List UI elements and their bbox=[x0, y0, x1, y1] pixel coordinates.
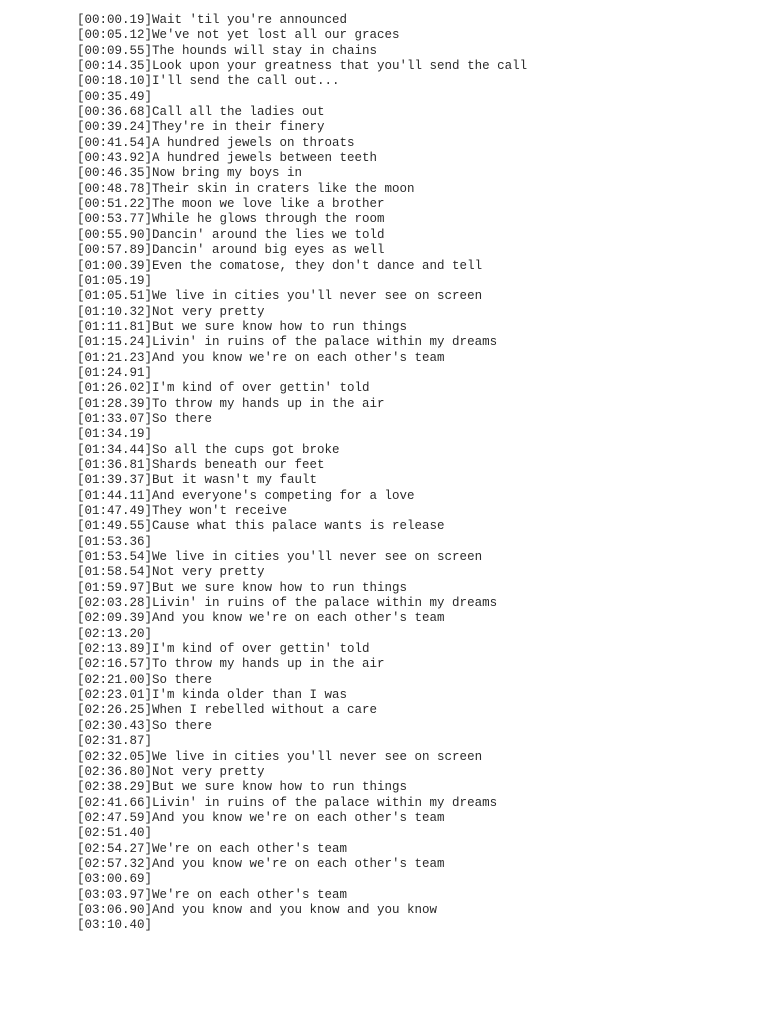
lyric-line: [01:44.11]And everyone's competing for a love bbox=[77, 488, 415, 503]
lyric-line: [00:05.12]We've not yet lost all our graces bbox=[77, 28, 400, 43]
lyric-line: [02:16.57]To throw my hands up in the air bbox=[77, 657, 385, 672]
lyric-line: [00:46.35]Now bring my boys in bbox=[77, 166, 303, 181]
lyric-line: [00:00.19]Wait 'til you're announced bbox=[77, 13, 348, 27]
lyric-line: [01:05.19] bbox=[77, 273, 153, 288]
lyric-line: [00:14.35]Look upon your greatness that you'll send the call bbox=[77, 59, 528, 74]
lyric-line: [00:51.22]The moon we love like a brother bbox=[77, 197, 385, 212]
lyric-line: [01:00.39]Even the comatose, they don't dance and tell bbox=[77, 258, 483, 273]
lyric-line: [01:58.54]Not very pretty bbox=[77, 565, 265, 580]
lyric-line: [01:26.02]I'm kind of over gettin' told bbox=[77, 381, 370, 396]
lyric-line: [01:59.97]But we sure know how to run things bbox=[77, 580, 408, 595]
lyric-line: [03:06.90]And you know and you know and you know bbox=[77, 902, 438, 917]
lyric-line: [00:43.92]A hundred jewels between teeth bbox=[77, 151, 378, 166]
lyric-line: [02:03.28]Livin' in ruins of the palace within my dreams bbox=[77, 596, 498, 611]
lyric-line: [02:41.66]Livin' in ruins of the palace within my dreams bbox=[77, 795, 498, 810]
lyric-line: [01:49.55]Cause what this palace wants is release bbox=[77, 519, 445, 534]
lyric-line: [03:03.97]We're on each other's team bbox=[77, 887, 348, 902]
lyric-line: [01:33.07]So there bbox=[77, 411, 213, 426]
lyric-line: [00:09.55]The hounds will stay in chains bbox=[77, 43, 378, 58]
lyric-line: [02:09.39]And you know we're on each other's team bbox=[77, 611, 445, 626]
lyric-line: [00:18.10]I'll send the call out... bbox=[77, 74, 340, 89]
lyric-line: [02:38.29]But we sure know how to run things bbox=[77, 780, 408, 795]
lyric-line: [00:36.68]Call all the ladies out bbox=[77, 105, 325, 120]
lyric-line: [00:35.49] bbox=[77, 89, 153, 104]
lyric-line: [01:15.24]Livin' in ruins of the palace within my dreams bbox=[77, 335, 498, 350]
lyric-line: [00:41.54]A hundred jewels on throats bbox=[77, 135, 355, 150]
lyric-line: [01:21.23]And you know we're on each other's team bbox=[77, 350, 445, 365]
lyric-line: [02:26.25]When I rebelled without a care bbox=[77, 703, 378, 718]
lyric-line: [02:51.40] bbox=[77, 826, 153, 841]
lyric-line: [02:57.32]And you know we're on each other's team bbox=[77, 856, 445, 871]
lyric-line: [02:47.59]And you know we're on each other's team bbox=[77, 810, 445, 825]
lyric-line: [02:13.20] bbox=[77, 626, 153, 641]
lyric-line: [02:31.87] bbox=[77, 734, 153, 749]
lyric-line: [02:36.80]Not very pretty bbox=[77, 764, 265, 779]
lyric-line: [01:39.37]But it wasn't my fault bbox=[77, 473, 318, 488]
lyric-line: [02:32.05]We live in cities you'll never see on screen bbox=[77, 749, 483, 764]
lyric-line: [03:10.40] bbox=[77, 918, 153, 933]
lyric-line: [01:53.54]We live in cities you'll never see on screen bbox=[77, 550, 483, 565]
lyric-line: [00:53.77]While he glows through the room bbox=[77, 212, 385, 227]
lyric-line: [01:11.81]But we sure know how to run things bbox=[77, 319, 408, 334]
lyric-line: [02:21.00]So there bbox=[77, 672, 213, 687]
lyric-line: [01:53.36] bbox=[77, 534, 153, 549]
lyric-line: [03:00.69] bbox=[77, 872, 153, 887]
lyric-line: [01:34.44]So all the cups got broke bbox=[77, 442, 340, 457]
lyric-line: [01:10.32]Not very pretty bbox=[77, 304, 265, 319]
lyric-line: [00:57.89]Dancin' around big eyes as well bbox=[77, 243, 385, 258]
lyric-line: [01:36.81]Shards beneath our feet bbox=[77, 457, 325, 472]
lyric-line: [00:48.78]Their skin in craters like the moon bbox=[77, 181, 415, 196]
lyric-line: [01:47.49]They won't receive bbox=[77, 504, 288, 518]
lyric-line: [01:34.19] bbox=[77, 427, 153, 442]
lyric-line: [02:23.01]I'm kinda older than I was bbox=[77, 688, 348, 703]
lyric-line: [02:54.27]We're on each other's team bbox=[77, 841, 348, 856]
lyric-line: [01:28.39]To throw my hands up in the air bbox=[77, 396, 385, 411]
lyric-line: [01:05.51]We live in cities you'll never see on screen bbox=[77, 289, 483, 304]
lyric-line: [00:39.24]They're in their finery bbox=[77, 120, 325, 135]
lyric-line: [00:55.90]Dancin' around the lies we told bbox=[77, 227, 385, 242]
lyric-line: [02:30.43]So there bbox=[77, 718, 213, 733]
lyric-line: [01:24.91] bbox=[77, 365, 153, 380]
lyric-line: [02:13.89]I'm kind of over gettin' told bbox=[77, 642, 370, 657]
lyrics-document bbox=[77, 13, 757, 934]
